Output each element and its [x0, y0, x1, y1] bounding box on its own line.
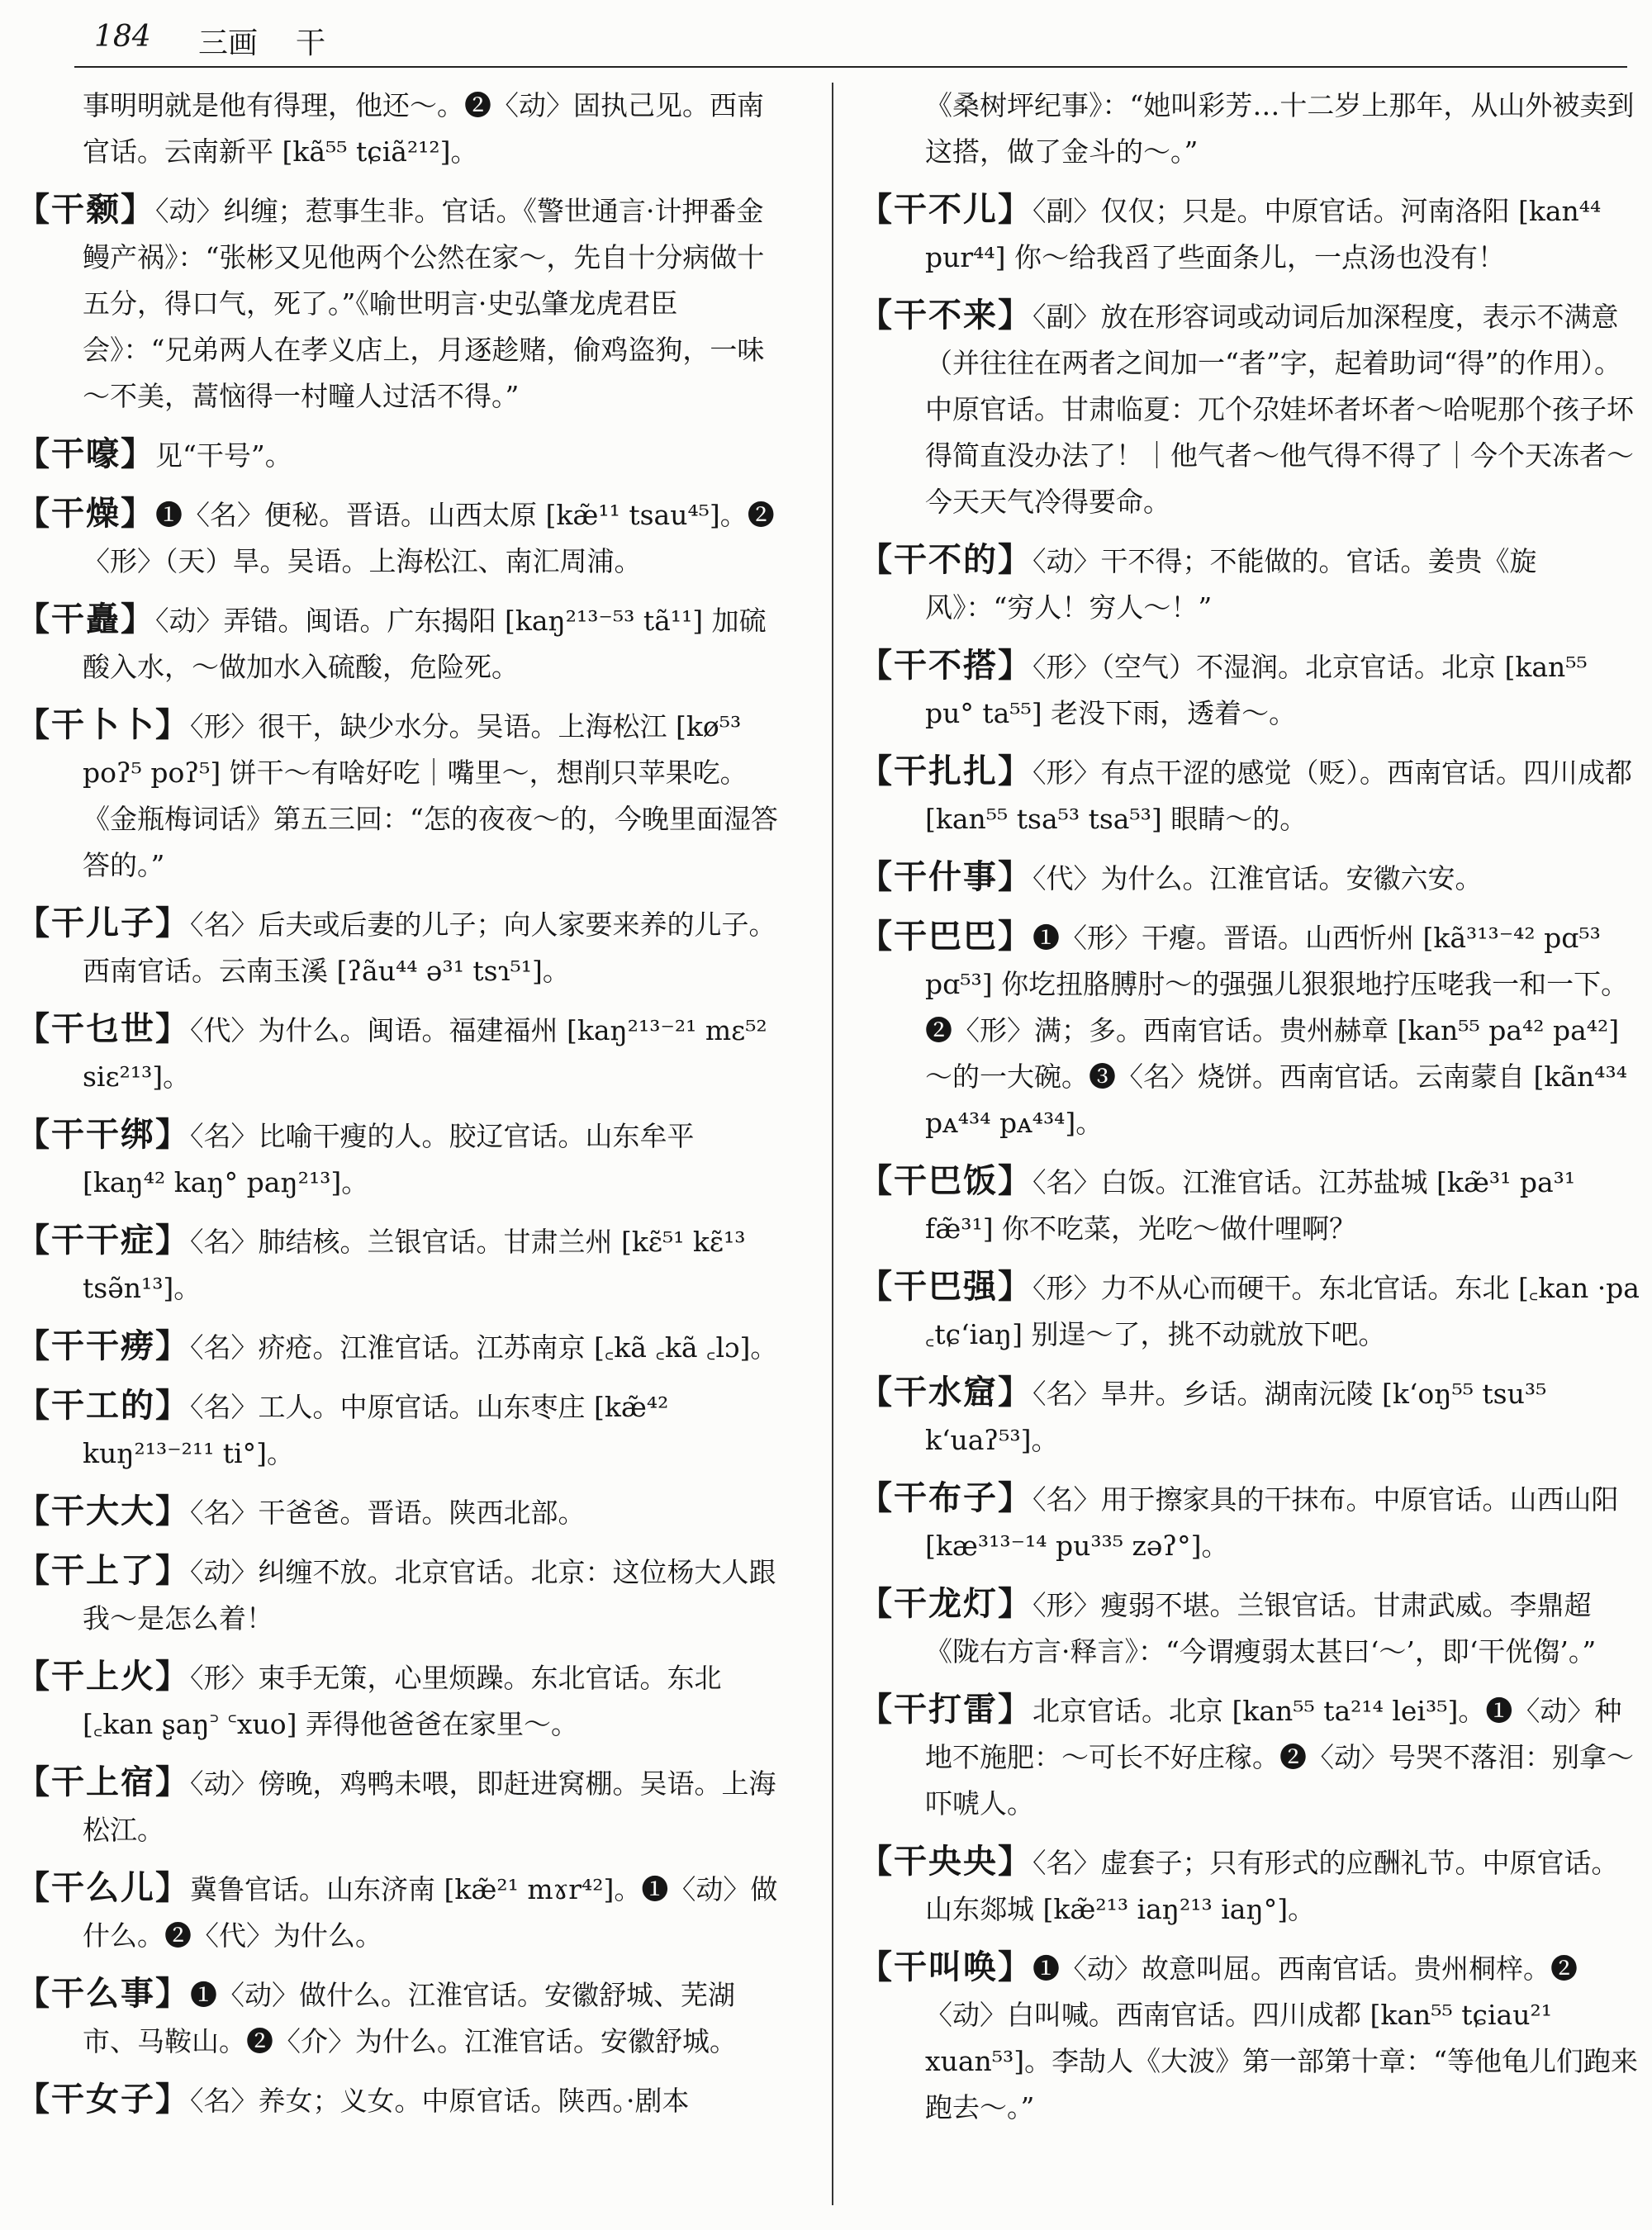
entry-definition: 〈动〉干不得；不能做的。官话。姜贵《旋风》：“穷人！穷人～！” [925, 545, 1537, 624]
entry-definition: 〈形〉瘦弱不堪。兰银官话。甘肃武威。李鼎超《陇右方言·释言》：“今谓瘦弱太甚曰‘～’，即‘干侊㑳’。” [925, 1589, 1597, 1668]
entry-definition: 〈名〉干爸爸。晋语。陕西北部。 [190, 1497, 586, 1529]
dictionary-entry [17, 1488, 785, 1536]
dictionary-entry [17, 431, 785, 479]
dictionary-entry [17, 187, 785, 420]
dictionary-entry [859, 1369, 1644, 1464]
entry-headword: 【干巴饭】 [859, 1162, 1032, 1200]
entry-headword: 【干什事】 [859, 858, 1032, 896]
entry-definition: 〈名〉用于擦家具的干抹布。中原官话。山西山阳 [kæ³¹³⁻¹⁴ pu³³⁵ zəʔ°]。 [925, 1483, 1619, 1562]
entry-headword: 【干水窟】 [859, 1374, 1032, 1412]
dictionary-entry [859, 643, 1644, 737]
dictionary-entry [859, 748, 1644, 842]
entry-headword: 【干布子】 [859, 1479, 1032, 1517]
page-number: 184 [94, 20, 151, 54]
dictionary-entry [17, 1759, 785, 1853]
dictionary-entry [859, 292, 1644, 525]
dictionary-entry [859, 1264, 1644, 1358]
entry-definition: 〈形〉有点干涩的感觉（贬）。西南官话。四川成都 [kan⁵⁵ tsa⁵³ tsa⁵³] 眼睛～的。 [925, 757, 1632, 835]
stroke-section: 三画 [198, 26, 259, 60]
dictionary-entry [859, 1839, 1644, 1933]
entry-definition: 《桑树坪纪事》：“她叫彩芳…十二岁上那年，从山外被卖到这搭，做了金斗的～。” [925, 89, 1635, 168]
dictionary-entry [859, 1475, 1644, 1569]
entry-definition: 〈名〉疥疮。江淮官话。江苏南京 [꜀kã ꜀kã ꜀lɔ]。 [190, 1331, 778, 1364]
entry-headword: 【干巴巴】 [859, 918, 1032, 956]
entry-definition: 〈名〉肺结核。兰银官话。甘肃兰州 [kɛ̃⁵¹ kɛ̃¹³ tsə̃n¹³]。 [83, 1226, 746, 1304]
dictionary-entry [17, 900, 785, 994]
dictionary-entry [17, 1112, 785, 1206]
entry-definition: ❶〈动〉做什么。江淮官话。安徽舒城、芜湖市、马鞍山。❷〈介〉为什么。江淮官话。安徽舒城。 [83, 1979, 737, 2057]
entry-definition: 北京官话。北京 [kan⁵⁵ ta²¹⁴ lei³⁵]。❶〈动〉种地不施肥：～可长不好庄稼。❷〈动〉号哭不落泪：别拿～吓唬人。 [925, 1695, 1634, 1820]
entry-headword: 【干大大】 [17, 1492, 190, 1530]
dictionary-entry [17, 1323, 785, 1371]
entry-headword: 【干么儿】 [17, 1869, 190, 1907]
entry-definition: 冀鲁官话。山东济南 [kæ̃²¹ mɤr⁴²]。❶〈动〉做什么。❷〈代〉为什么。 [83, 1873, 778, 1952]
header-rule [74, 66, 1627, 68]
dictionary-entry [17, 1654, 785, 1748]
entry-definition: 见“干号”。 [155, 439, 292, 472]
entry-definition: 〈副〉仅仅；只是。中原官话。河南洛阳 [kan⁴⁴ pur⁴⁴] 你～给我舀了些面条儿，一点汤也没有！ [925, 195, 1602, 273]
entry-headword: 【干卜卜】 [17, 706, 190, 744]
dictionary-entry [17, 1865, 785, 1959]
dictionary-entry [859, 1944, 1644, 2131]
entry-definition: 〈名〉白饭。江淮官话。江苏盐城 [kæ̃³¹ pa³¹ fæ̃³¹] 你不吃菜，光吃～做什哩啊？ [925, 1166, 1576, 1245]
entry-definition: 〈名〉旱井。乡话。湖南沅陵 [kʻoŋ⁵⁵ tsu³⁵ kʻuaʔ⁵³]。 [925, 1378, 1547, 1456]
entry-headword: 【干干症】 [17, 1222, 190, 1260]
entry-definition: 〈名〉比喻干瘦的人。胶辽官话。山东牟平 [kaŋ⁴² kaŋ° paŋ²¹³]。 [83, 1120, 695, 1198]
dictionary-entry [17, 1217, 785, 1312]
entry-headword: 【干扎扎】 [859, 752, 1032, 790]
entry-definition: 〈形〉很干，缺少水分。吴语。上海松江 [kø⁵³ poʔ⁵ poʔ⁵] 饼干～有啥好吃｜嘴里～，想削只苹果吃。《金瓶梅词话》第五三回：“怎的夜夜～的，今晚里面湿答答的。” [83, 710, 778, 881]
dictionary-entry [859, 537, 1644, 631]
entry-definition: ❶〈动〉故意叫屈。西南官话。贵州桐梓。❷〈动〉白叫喊。西南官话。四川成都 [kan⁵⁵ tɕiau²¹ xuan⁵³]。李劼人《大波》第一部第十章：“等他龟儿们跑来跑去～。” [925, 1952, 1638, 2123]
entry-definition: 〈动〉傍晚，鸡鸭未喂，即赶进窝棚。吴语。上海松江。 [83, 1767, 776, 1846]
left-column [17, 83, 785, 2205]
entry-headword: 【干嚎】 [17, 435, 155, 473]
entry-definition: 〈代〉为什么。江淮官话。安徽六安。 [1032, 862, 1483, 894]
dictionary-entry [859, 187, 1644, 281]
entry-headword: 【干不的】 [859, 541, 1032, 579]
entry-headword: 【干么事】 [17, 1975, 190, 2013]
entry-definition: 〈名〉后夫或后妻的儿子；向人家要来养的儿子。西南官话。云南玉溪 [ʔãu⁴⁴ ə³¹ tsɿ⁵¹]。 [83, 909, 776, 987]
entry-headword: 【干巴强】 [859, 1268, 1032, 1306]
entry-headword: 【干不来】 [859, 297, 1032, 334]
right-column [859, 83, 1644, 2205]
dictionary-entry [859, 1581, 1644, 1675]
entry-headword: 【干矗】 [17, 600, 155, 638]
entry-headword: 【干女子】 [17, 2081, 190, 2118]
entry-definition: 〈代〉为什么。闽语。福建福州 [kaŋ²¹³⁻²¹ mɛ⁵² siɛ²¹³]。 [83, 1014, 767, 1093]
entry-definition: 〈名〉虚套子；只有形式的应酬礼节。中原官话。山东郯城 [kæ̃²¹³ iaŋ²¹³ iaŋ°]。 [925, 1847, 1619, 1925]
entry-definition: ❶〈形〉干瘪。晋语。山西忻州 [kã³¹³⁻⁴² pɑ⁵³ pɑ⁵³] 你圪扭胳膊肘～的强强儿狠狠地拧压咾我一和一下。❷〈形〉满；多。西南官话。贵州赫章 [kan⁵⁵ pa⁴² pa⁴²] ～的一大碗。❸〈名〉烧饼。西南官话。云南蒙自 [kãn⁴³⁴ pᴀ⁴³⁴ pᴀ⁴³⁴]。 [925, 922, 1629, 1139]
entry-headword: 【干不搭】 [859, 647, 1032, 685]
dictionary-entry [17, 596, 785, 690]
entry-headword: 【干工的】 [17, 1387, 190, 1425]
entry-definition: 〈形〉力不从心而硬干。东北官话。东北 [꜀kan ·pa ꜀tɕʻiaŋ] 别逞～了，挑不动就放下吧。 [925, 1272, 1640, 1350]
dictionary-entry [17, 1971, 785, 2065]
entry-headword: 【干乜世】 [17, 1010, 190, 1048]
dictionary-entry [859, 1687, 1644, 1827]
entry-definition: 〈动〉纠缠；惹事生非。官话。《警世通言·计押番金鳗产祸》：“张彬又见他两个公然在家～，先自十分病做十五分，得口气，死了。”《喻世明言·史弘肇龙虎君臣会》：“兄弟两人在孝义店上，月逐趁赌，偷鸡盗狗，一味～不美，蒿恼得一村疃人过活不得。” [83, 195, 765, 412]
entry-definition: 〈形〉（空气）不湿润。北京官话。北京 [kan⁵⁵ pu° ta⁵⁵] 老没下雨，透着～。 [925, 651, 1588, 729]
entry-definition: 〈名〉养女；义女。中原官话。陕西。·剧本 [190, 2085, 690, 2117]
entry-continuation [17, 83, 785, 175]
entry-definition: 〈动〉弄错。闽语。广东揭阳 [kaŋ²¹³⁻⁵³ tã¹¹] 加硫酸入水，～做加水入硫酸，危险死。 [83, 605, 767, 683]
entry-definition: 〈副〉放在形容词或动词后加深程度，表示不满意（并往往在两者之间加一“者”字，起着助词“得”的作用）。中原官话。甘肃临夏：兀个尕娃坏者坏者～哈呢那个孩子坏得简直没办法了！｜他气者～他气得不得了｜今个天冻者～今天天气冷得要命。 [925, 301, 1634, 518]
entry-headword: 【干儿子】 [17, 904, 190, 942]
dictionary-entry [17, 2076, 785, 2124]
entry-definition: 〈动〉纠缠不放。北京官话。北京：这位杨大人跟我～是怎么着！ [83, 1556, 776, 1635]
dictionary-entry [17, 1548, 785, 1642]
entry-definition: 〈形〉束手无策，心里烦躁。东北官话。东北 [꜀kan ʂaŋ꜄ ꜂xuo] 弄得他爸爸在家里～。 [83, 1662, 722, 1740]
entry-headword: 【干燥】 [17, 495, 155, 533]
dictionary-entry [17, 702, 785, 889]
dictionary-entry [859, 913, 1644, 1146]
entry-continuation [859, 83, 1644, 175]
entry-headword: 【干上了】 [17, 1552, 190, 1590]
entry-definition: 〈名〉工人。中原官话。山东枣庄 [kæ̃⁴² kuŋ²¹³⁻²¹¹ ti°]。 [83, 1391, 669, 1469]
dictionary-entry [859, 854, 1644, 902]
dictionary-entry [17, 1383, 785, 1477]
dictionary-entry [17, 1006, 785, 1100]
entry-definition: 事明明就是他有得理，他还～。❷〈动〉固执己见。西南官话。云南新平 [kã⁵⁵ tɕiã²¹²]。 [83, 89, 764, 168]
entry-headword: 【干上宿】 [17, 1763, 190, 1801]
index-character: 干 [296, 26, 326, 60]
entry-headword: 【干央央】 [859, 1843, 1032, 1881]
dictionary-entry [859, 1158, 1644, 1252]
entry-headword: 【干干绑】 [17, 1116, 190, 1154]
entry-headword: 【干上火】 [17, 1658, 190, 1696]
entry-definition: ❶〈名〉便秘。晋语。山西太原 [kæ̃¹¹ tsau⁴⁵]。❷〈形〉（天）旱。吴语。上海松江、南汇周浦。 [83, 499, 775, 577]
entry-headword: 【干龙灯】 [859, 1585, 1032, 1623]
column-divider [832, 83, 833, 2205]
page-header [66, 15, 1627, 69]
entry-headword: 【干颡】 [17, 191, 155, 229]
entry-headword: 【干干痨】 [17, 1327, 190, 1365]
entry-headword: 【干不儿】 [859, 191, 1032, 229]
dictionary-entry [17, 491, 785, 585]
entry-headword: 【干打雷】 [859, 1691, 1032, 1729]
entry-headword: 【干叫唤】 [859, 1948, 1032, 1986]
